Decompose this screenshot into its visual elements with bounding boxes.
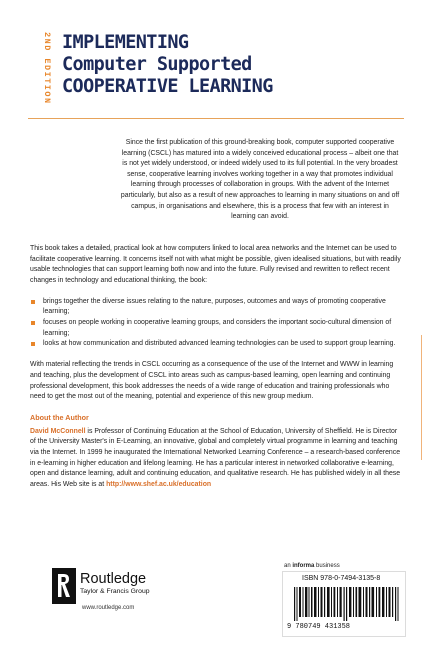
about-heading: About the Author — [30, 413, 89, 423]
bullet-icon — [31, 300, 35, 304]
informa-tagline — [284, 563, 340, 569]
publisher-group: Taylor & Francis Group — [80, 588, 150, 595]
informa-brand: informa — [292, 563, 315, 569]
bullet-text: brings together the diverse issues relating to the nature, purposes, outcomes and ways of promoting cooperative learning; — [43, 297, 386, 316]
edition-text: 2ND EDITION — [42, 32, 52, 105]
title-line-3: COOPERATIVE LEARNING — [62, 76, 273, 97]
barcode-number: 9 780749 431358 — [287, 623, 351, 631]
informa-prefix: an — [284, 563, 293, 569]
author-website-link[interactable]: http://www.shef.ac.uk/education — [106, 480, 212, 488]
informa-suffix: business — [314, 563, 340, 569]
publisher-name: Routledge — [80, 571, 147, 587]
bullet-text: looks at how communication and distributed advanced learning technologies can be used to support group learning. — [43, 340, 396, 348]
title-divider — [28, 118, 404, 119]
bullet-list — [30, 297, 402, 350]
about-author-text — [30, 427, 402, 491]
publisher-brand — [80, 571, 150, 595]
isbn-label: ISBN 978-0-7494-3135-8 — [302, 575, 381, 582]
publisher-website[interactable]: www.routledge.com — [82, 605, 135, 611]
book-title — [62, 32, 273, 98]
bullet-icon — [31, 321, 35, 325]
barcode-icon — [292, 587, 402, 621]
bullet-item — [30, 318, 402, 339]
author-bio: is Professor of Continuing Education at the School of Education, University of Sheffield. He is Director of the University Master's in E-Learning, an innovative, global and completely virtual programme in learning and teaching via the Internet. In 1999 he inaugurated the International Networked Learning Conference – a research-based conference in e-learning in higher education and lifelong learning. He has a particular interest in networked collaborative e-learning, open and distance learning, adult and continuing education, and qualitative research. He has published widely in all these areas. His Web site is at — [30, 427, 401, 488]
body-paragraph-1: This book takes a detailed, practical look at how computers linked to local area networks and the Internet can be used to facilitate cooperative learning. It concerns itself not with what might be possible, given idealised situations, but with readily usable technologies that can support learning both now and into the future. Fully revised and rewritten to reflect recent changes in technology and educational thinking, the book: — [30, 245, 401, 284]
bullet-text: focuses on people working in cooperative learning groups, and considers the important socio-cultural dimension of learning; — [43, 319, 392, 337]
author-name: David McConnell — [30, 427, 86, 435]
edition-label — [40, 32, 52, 122]
title-line-2: Computer Supported — [62, 54, 252, 75]
body-text — [30, 244, 402, 490]
bullet-icon — [31, 342, 35, 346]
bullet-item — [30, 297, 402, 318]
body-paragraph-2: With material reflecting the trends in CSCL occurring as a consequence of the use of the Internet and WWW in learning and teaching, plus the development of CSCL into areas such as campus-based learning, open learning and continuing professional development, this book addresses the needs of a wide range of education and training professionals who need to get the most out of the meaning, potential and experience of this new group medium. — [30, 361, 394, 401]
routledge-logo-icon — [52, 568, 76, 604]
bullet-item — [30, 339, 402, 350]
edge-rule — [421, 335, 422, 460]
intro-paragraph: Since the first publication of this ground-breaking book, computer supported cooperative learning (CSCL) has matured into a widely conceived educational process – albeit one that is not yet widely understood, or indeed widely used to its full potential. In the very broadest sense, cooperative learning involves working together in a way that promotes individual learning through processes of collaboration in groups. With the advent of the Internet particularly, but also as a result of new approaches to learning in many situations on and off campus, in organisations and elsewhere, this is a process that few with an interest in learning can avoid. — [120, 139, 400, 221]
title-line-1: IMPLEMENTING — [62, 32, 189, 53]
